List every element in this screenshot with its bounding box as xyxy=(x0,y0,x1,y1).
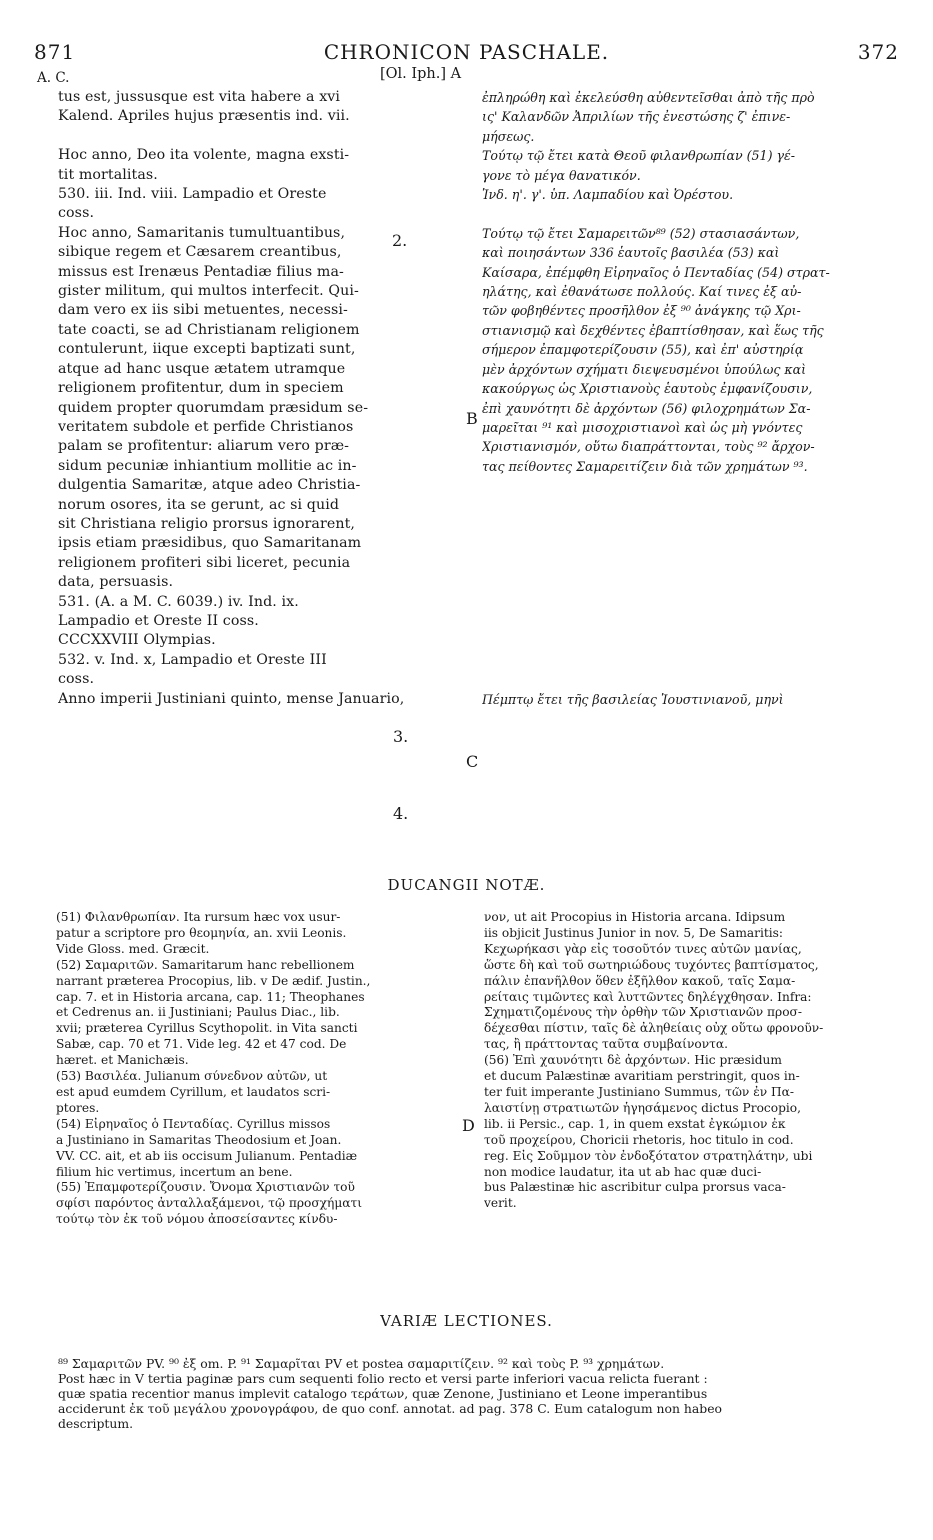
latin-line: gister militum, qui multos interfecit. Qui- xyxy=(58,283,359,300)
note-line: bus Palæstinæ hic ascribitur culpa prorsus vaca- xyxy=(484,1180,786,1195)
latin-line: Hoc anno, Samaritanis tumultuantibus, xyxy=(58,224,346,241)
latin-line: missus est Irenæus Pentadiæ filius ma- xyxy=(58,263,344,280)
greek-line: ηλάτης, καὶ ἐθανάτωσε πολλούς. Καί τινες ἐξ αὐ- xyxy=(482,284,802,300)
note-line: (56) Ἐπὶ χαυνότητι δὲ ἀρχόντων. Hic præsidum xyxy=(484,1053,782,1068)
note-line: ὥστε δὴ καὶ τοῦ σωτηριώδους τυχόντες βαπτίσματος, xyxy=(484,957,819,972)
note-line: reg. Εἰς Σοῦμμον τὸν ἐνδοξότατον στρατηλάτην, ubi xyxy=(484,1148,813,1163)
note-line: VV. CC. ait, et ab iis occisum Julianum. Pentadiæ xyxy=(56,1148,358,1163)
latin-line: norum osores, ita se gerunt, ac si quid xyxy=(58,496,340,513)
greek-line: Τούτῳ τῷ ἔτει κατὰ Θεοῦ φιλανθρωπίαν (51) γέ- xyxy=(482,148,796,164)
variae-lectiones xyxy=(58,1356,908,1431)
note-line: πάλιν ἐπανῆλθον ὅθεν ἐξῆλθον κακοῦ, ταῖς Σαμα- xyxy=(484,973,796,988)
note-line: iis objicit Justinus Junior in nov. 5, De Samaritis: xyxy=(484,925,784,940)
variant-line: ⁸⁹ Σαμαριτῶν PV. ⁹⁰ ἐξ om. P. ⁹¹ Σαμαρῖται PV et postea σαμαριτίζειν. ⁹² καὶ τοὺς P. ⁹³ χρημάτων. xyxy=(58,1356,665,1371)
greek-line xyxy=(482,204,902,223)
note-line: patur a scriptore pro θεομηνία, an. xvii Leonis. xyxy=(56,925,347,940)
right-page-number: 372 xyxy=(857,40,899,64)
variae-title: VARIÆ LECTIONES. xyxy=(380,1312,553,1330)
latin-line: 531. (A. a M. C. 6039.) iv. Ind. ix. xyxy=(58,593,299,610)
greek-line: Πέμπτῳ ἔτει τῆς βασιλείας Ἰουστινιανοῦ, μηνὶ xyxy=(482,691,784,707)
greek-line: καὶ ποιησάντων 336 ἑαυτοῖς βασιλέα (53) καὶ xyxy=(482,245,780,261)
note-line: τας, ἢ πράττοντας ταῦτα συμβαίνοντα. xyxy=(484,1037,728,1052)
greek-line: μήσεως. xyxy=(482,128,535,144)
note-line: Κεχωρήκασι γὰρ εἰς τοσοῦτόν τινες αὐτῶν μανίας, xyxy=(484,941,802,956)
greek-line xyxy=(482,534,902,553)
greek-line: σήμερον ἐπαμφοτερίζουσιν (55), καὶ ἐπ' αὐστηρίᾳ xyxy=(482,342,804,358)
note-line: est apud eumdem Cyrillum, et laudatos scri- xyxy=(56,1084,331,1099)
latin-line: contulerunt, iique excepti baptizati sunt, xyxy=(58,341,356,358)
notes-right-column xyxy=(484,910,904,1212)
latin-line: data, persuasis. xyxy=(58,574,174,591)
note-line: (51) Φιλανθρωπίαν. Ita rursum hæc vox usur- xyxy=(56,910,341,924)
note-line: Σχηματιζομένους τὴν ὀρθὴν τῶν Χριστιανῶν προσ- xyxy=(484,1005,802,1020)
note-line: filium hic vertimus, incertum an bene. xyxy=(56,1164,293,1179)
latin-line: veritatem subdole et perfide Christianos xyxy=(58,418,354,435)
note-line: (53) Βασιλέα. Julianum σύνεδνον αὐτῶν, ut xyxy=(56,1069,328,1084)
greek-line: μαρεῖται ⁹¹ καὶ μισοχριστιανοὶ καὶ ὡς μὴ γνόντες xyxy=(482,419,803,435)
latin-line xyxy=(58,127,450,146)
latin-line: Kalend. Apriles hujus præsentis ind. vii. xyxy=(58,108,350,125)
note-line: νον, ut ait Procopius in Historia arcana. Idipsum xyxy=(484,910,786,924)
variant-line: quæ spatia recentior manus implevit catalogo τεράτων, quæ Zenone, Justiniano et Leone imperantibus xyxy=(58,1386,708,1401)
olympiad-label: [Ol. Iph.] A xyxy=(380,66,462,82)
notes-left-column xyxy=(56,910,460,1228)
margin-letter-c: C xyxy=(466,752,479,771)
latin-line: coss. xyxy=(58,671,95,688)
note-line: (52) Σαμαριτῶν. Samaritarum hanc rebellionem xyxy=(56,957,355,972)
greek-line: Τούτῳ τῷ ἔτει Σαμαρειτῶν⁸⁹ (52) στασιασάντων, xyxy=(482,225,800,241)
greek-line: μὲν ἀρχόντων σχήματι διεψευσμένοι ὑπούλως καὶ xyxy=(482,361,807,377)
latin-line: religionem profiteri sibi liceret, pecunia xyxy=(58,554,351,571)
greek-line xyxy=(482,593,902,612)
latin-line: 530. iii. Ind. viii. Lampadio et Oreste xyxy=(58,186,327,203)
note-line: ter fuit imperante Justiniano Summus, τῶν ἐν Πα- xyxy=(484,1084,795,1099)
greek-line xyxy=(482,476,902,495)
greek-line xyxy=(482,554,902,573)
variant-line: Post hæc in V tertia paginæ pars cum sequenti folio recto et versi parte inferiori vacua relicta fuerant : xyxy=(58,1371,708,1386)
greek-line xyxy=(482,651,902,670)
latin-line: CCCXXVIII Olympias. xyxy=(58,632,216,649)
note-line: τοῦ προχείρου, Choricii rhetoris, hoc titulo in cod. xyxy=(484,1132,794,1147)
latin-line: Lampadio et Oreste II coss. xyxy=(58,612,259,629)
note-line: non modice laudatur, ita ut ab hac quæ duci- xyxy=(484,1164,762,1179)
year-label: A. C. xyxy=(37,70,70,86)
margin-number-2: 2. xyxy=(392,231,408,250)
latin-line: sidum pecuniæ inhiantium mollitie ac in- xyxy=(58,457,357,474)
greek-line: στιανισμῷ καὶ δεχθέντες ἐβαπτίσθησαν, καὶ ἕως τῆς xyxy=(482,322,824,338)
margin-letter-b: B xyxy=(466,409,478,428)
note-line: (54) Εἰρηναῖος ὁ Πενταδίας. Cyrillus missos xyxy=(56,1116,331,1131)
latin-line: dam vero ex iis sibi metuentes, necessi- xyxy=(58,302,348,319)
greek-line: Ἰνδ. η'. γ'. ὑπ. Λαμπαδίου καὶ Ὀρέστου. xyxy=(482,187,734,203)
margin-number-4: 4. xyxy=(393,804,409,823)
latin-line: quidem propter quorumdam præsidum se- xyxy=(58,399,369,416)
latin-line: coss. xyxy=(58,205,95,222)
latin-line: sit Christiana religio prorsus ignorarent, xyxy=(58,515,356,532)
greek-line: ἐπὶ χαυνότητι δὲ ἀρχόντων (56) φιλοχρημάτων Σα- xyxy=(482,400,811,416)
note-line: xvii; præterea Cyrillus Scythopolit. in Vita sancti xyxy=(56,1021,358,1036)
note-line: a Justiniano in Samaritas Theodosium et Joan. xyxy=(56,1132,342,1147)
greek-line xyxy=(482,670,902,689)
note-line: Sabæ, cap. 70 et 71. Vide leg. 42 et 47 cod. De xyxy=(56,1037,347,1052)
margin-letter-d: D xyxy=(462,1116,475,1135)
greek-column xyxy=(482,88,902,709)
latin-line: dulgentia Samaritæ, atque adeo Christia- xyxy=(58,477,361,494)
note-line: lib. ii Persic., cap. 1, in quem exstat ἐγκώμιον ἐκ xyxy=(484,1116,786,1131)
greek-line: τῶν φοβηθέντες προσῆλθον ἐξ ⁹⁰ ἀνάγκης τῷ Χρι- xyxy=(482,303,801,319)
latin-line: sibique regem et Cæsarem creantibus, xyxy=(58,244,342,261)
latin-line: Hoc anno, Deo ita volente, magna exsti- xyxy=(58,147,350,164)
greek-line: Χριστιανισμόν, οὕτω διαπράττονται, τοὺς ⁹² ἄρχον- xyxy=(482,439,815,455)
greek-line xyxy=(482,631,902,650)
latin-line: palam se profitentur: aliarum vero præ- xyxy=(58,438,350,455)
latin-line: religionem profitentur, dum in speciem xyxy=(58,380,344,397)
note-line: ptores. xyxy=(56,1100,100,1115)
greek-line: γονε τὸ μέγα θανατικόν. xyxy=(482,167,641,183)
note-line: cap. 7. et in Historia arcana, cap. 11; Theophanes xyxy=(56,989,365,1004)
note-line: δέχεσθαι πίστιν, ταῖς δὲ ἀληθείαις οὐχ οὕτω φρονοῦν- xyxy=(484,1021,824,1036)
note-line: verit. xyxy=(484,1196,517,1211)
note-line: et ducum Palæstinæ avaritiam perstringit, quos in- xyxy=(484,1069,800,1084)
latin-line: ipsis etiam præsidibus, quo Samaritanam xyxy=(58,535,362,552)
latin-line: 532. v. Ind. x, Lampadio et Oreste III xyxy=(58,651,327,668)
greek-line xyxy=(482,573,902,592)
note-line: τούτῳ τὸν ἐκ τοῦ νόμου ἀποσείσαντες κίνδυ- xyxy=(56,1212,338,1227)
left-page-number: 871 xyxy=(34,40,76,64)
greek-line xyxy=(482,612,902,631)
note-line: hæret. et Manichæis. xyxy=(56,1053,189,1068)
running-title: CHRONICON PASCHALE. xyxy=(323,40,610,64)
note-line: (55) Ἐπαμφοτερίζουσιν. Ὄνομα Χριστιανῶν τοῦ xyxy=(56,1180,355,1195)
note-line: et Cedrenus an. ii Justiniani; Paulus Diac., lib. xyxy=(56,1005,340,1020)
greek-line xyxy=(482,496,902,515)
greek-line: ις' Καλανδῶν Ἀπριλίων τῆς ἐνεστώσης ζ' ἐπινε- xyxy=(482,109,791,125)
greek-line: κακούργως ὡς Χριστιανοὺς ἑαυτοὺς ἐμφανίζουσιν, xyxy=(482,381,813,397)
variant-line: descriptum. xyxy=(58,1416,134,1431)
variant-line: acciderunt ἐκ τοῦ μεγάλου χρονογράφου, de quo conf. annotat. ad pag. 378 C. Eum catalogum non habeo xyxy=(58,1401,722,1416)
note-line: narrant præterea Procopius, lib. v De ædif. Justin., xyxy=(56,973,371,988)
latin-line: tit mortalitas. xyxy=(58,166,158,183)
note-line: σφίσι παρόντος ἀνταλλαξάμενοι, τῷ προσχήματι xyxy=(56,1196,363,1211)
latin-line: tus est, jussusque est vita habere a xvi xyxy=(58,89,341,105)
note-line: Vide Gloss. med. Græcit. xyxy=(56,941,210,956)
latin-column xyxy=(58,88,450,709)
latin-line: atque ad hanc usque ætatem utramque xyxy=(58,360,346,377)
latin-line: tate coacti, se ad Christianam religionem xyxy=(58,321,360,338)
note-line: λαιστίνῃ στρατιωτῶν ἡγησάμενος dictus Procopio, xyxy=(484,1100,801,1115)
greek-line: ἐπληρώθη καὶ ἐκελεύσθη αὐθεντεῖσθαι ἀπὸ τῆς πρὸ xyxy=(482,90,815,105)
greek-line: Καίσαρα, ἐπέμφθη Εἰρηναῖος ὁ Πενταδίας (54) στρατ- xyxy=(482,264,830,280)
margin-number-3: 3. xyxy=(393,727,409,746)
note-line: ρείταις τιμῶντες καὶ λυττῶντες δηλέγχθησαν. Infra: xyxy=(484,989,812,1004)
notes-title: DUCANGII NOTÆ. xyxy=(387,876,546,894)
latin-line: Anno imperii Justiniani quinto, mense Januario, xyxy=(58,690,405,707)
greek-line xyxy=(482,515,902,534)
greek-line: τας πείθοντες Σαμαρειτίζειν διὰ τῶν χρημάτων ⁹³. xyxy=(482,458,808,474)
